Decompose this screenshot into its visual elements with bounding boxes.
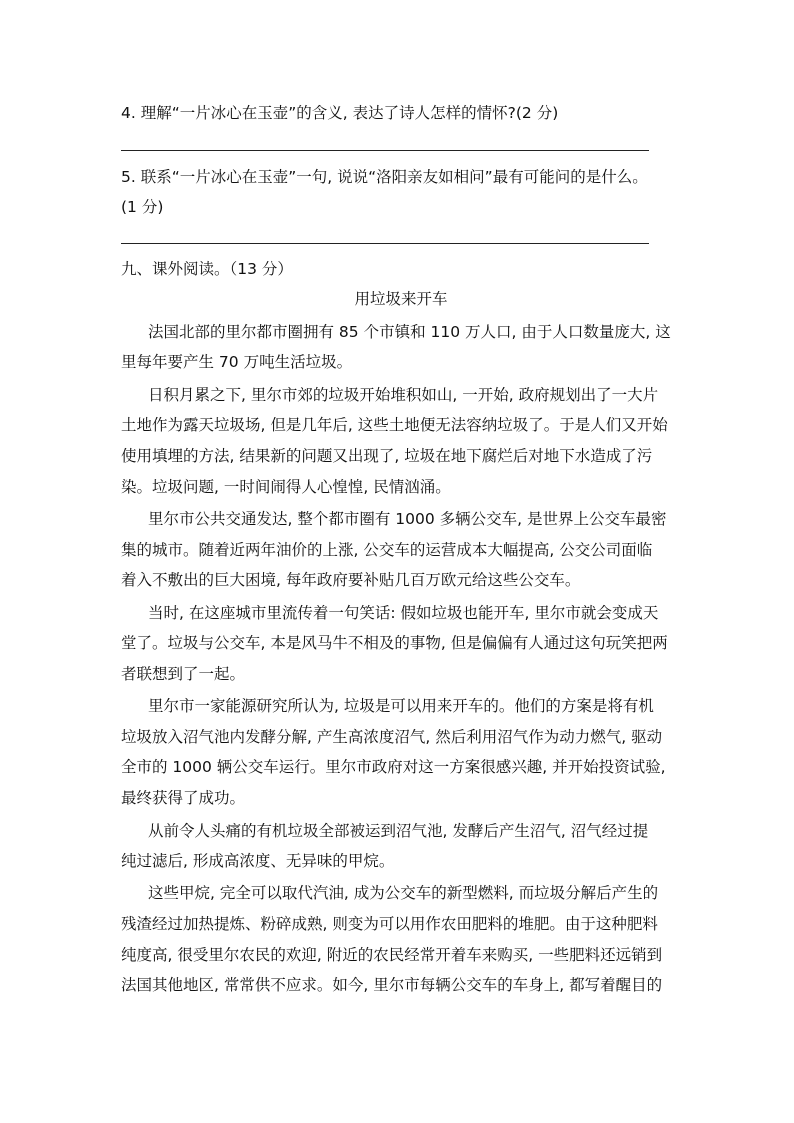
article-line: 法国北部的里尔都市圈拥有 85 个市镇和 110 万人口, 由于人口数量庞大, 这 xyxy=(148,323,671,341)
article-line: 从前令人头痛的有机垃圾全部被运到沼气池, 发酵后产生沼气, 沼气经过提 xyxy=(148,822,649,840)
article-line: 集的城市。随着近两年油价的上涨, 公交车的运营成本大幅提高, 公交公司面临 xyxy=(121,541,653,559)
article-line: 堂了。垃圾与公交车, 本是风马牛不相及的事物, 但是偏偏有人通过这句玩笑把两 xyxy=(121,634,668,652)
article-line: 纯度高, 很受里尔农民的欢迎, 附近的农民经常开着车来购买, 一些肥料还远销到 xyxy=(121,946,663,964)
article-title: 用垃圾来开车 xyxy=(354,290,448,308)
article-line: 者联想到了一起。 xyxy=(121,665,246,683)
article-line: 里尔市一家能源研究所认为, 垃圾是可以用来开车的。他们的方案是将有机 xyxy=(148,697,654,715)
question-4: 4. 理解“一片冰心在玉壶”的含义, 表达了诗人怎样的情怀?(2 分) xyxy=(121,104,559,122)
section-heading: 九、课外阅读。（13 分） xyxy=(121,260,293,278)
article-line: 法国其他地区, 常常供不应求。如今, 里尔市每辆公交车的车身上, 都写着醒目的 xyxy=(121,976,663,994)
article-line: 使用填埋的方法, 结果新的问题又出现了, 垃圾在地下腐烂后对地下水造成了污 xyxy=(121,447,653,465)
article-line: 里尔市公共交通发达, 整个都市圈有 1000 多辆公交车, 是世界上公交车最密 xyxy=(148,510,667,528)
article-line: 当时, 在这座城市里流传着一句笑话: 假如垃圾也能开车, 里尔市就会变成天 xyxy=(148,604,659,622)
question-5-line-2: (1 分) xyxy=(121,198,164,216)
article-line: 垃圾放入沼气池内发酵分解, 产生高浓度沼气, 然后利用沼气作为动力燃气, 驱动 xyxy=(121,728,663,746)
article-line: 这些甲烷, 完全可以取代汽油, 成为公交车的新型燃料, 而垃圾分解后产生的 xyxy=(148,884,659,902)
article-line: 纯过滤后, 形成高浓度、无异味的甲烷。 xyxy=(121,852,395,870)
article-line: 着入不敷出的巨大困境, 每年政府要补贴几百万欧元给这些公交车。 xyxy=(121,571,581,589)
article-line: 全市的 1000 辆公交车运行。里尔市政府对这一方案很感兴趣, 并开始投资试验, xyxy=(121,758,666,776)
answer-line-q4 xyxy=(121,150,649,151)
article-line: 染。垃圾问题, 一时间闹得人心惶惶, 民情汹涌。 xyxy=(121,478,451,496)
article-line: 残渣经过加热提炼、粉碎成熟, 则变为可以用作农田肥料的堆肥。由于这种肥料 xyxy=(121,915,658,933)
answer-line-q5 xyxy=(121,243,649,244)
question-5-line-1: 5. 联系“一片冰心在玉壶”一句, 说说“洛阳亲友如相问”最有可能问的是什么。 xyxy=(121,168,648,186)
article-line: 土地作为露天垃圾场, 但是几年后, 这些土地便无法容纳垃圾了。于是人们又开始 xyxy=(121,416,668,434)
article-line: 里每年要产生 70 万吨生活垃圾。 xyxy=(121,353,353,371)
article-line: 日积月累之下, 里尔市郊的垃圾开始堆积如山, 一开始, 政府规划出了一大片 xyxy=(148,386,659,404)
article-line: 最终获得了成功。 xyxy=(121,789,246,807)
